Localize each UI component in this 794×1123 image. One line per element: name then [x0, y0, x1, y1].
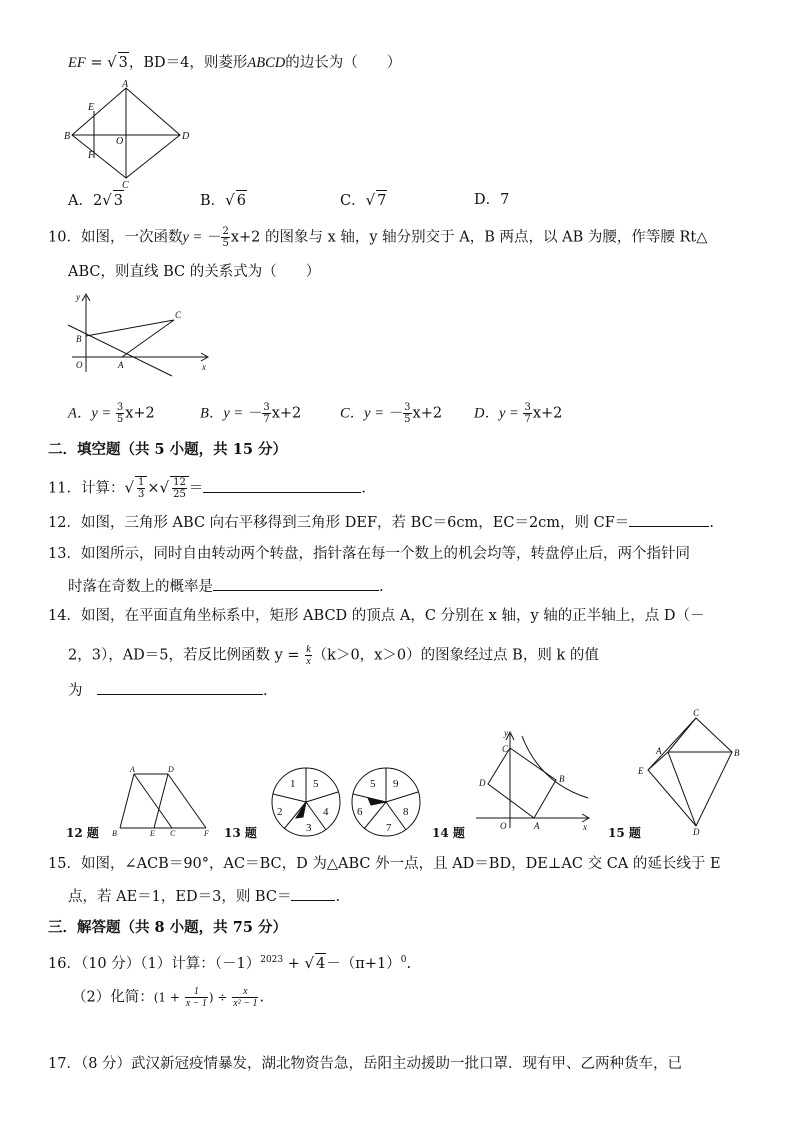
- q9-option-d: D．7: [474, 192, 510, 208]
- fig15-caption: 15 题: [608, 826, 641, 840]
- q9-label-a: A: [122, 79, 129, 90]
- q10-option-d: D．y = $\frac{3}{7}$ x+2: [474, 402, 563, 425]
- spin1-5: 5: [313, 778, 319, 790]
- q15-line1: 15．如图，∠ACB＝90°，AC＝BC，D 为△ABC 外一点，且 AD＝BD，DE⊥AC 交 CA 的延长线于 E: [48, 856, 721, 872]
- q14-line3: 为 .: [68, 680, 268, 701]
- q10-option-c: C．y = － $\frac{3}{5}$ x+2: [340, 402, 443, 425]
- spin2-5: 5: [370, 778, 376, 790]
- q10-label-c: C: [175, 310, 182, 320]
- q9-option-c: C．√ 7: [340, 191, 387, 209]
- fig14-label-x: x: [583, 822, 587, 832]
- q16-part2: （2）化简：(1 + $\frac{1}{x - 1}$ ) ÷ $\frac{x}{\text{x² − 1}}$ .: [72, 986, 265, 1009]
- q9-label-f: F: [88, 150, 95, 161]
- fig12-label-b: B: [112, 829, 117, 838]
- fig14-label-d: D: [479, 778, 486, 788]
- fig15-label-b: B: [734, 748, 740, 758]
- q9-rhombus-figure: [60, 78, 195, 188]
- spin2-7: 7: [386, 822, 392, 834]
- fig12-label-f: F: [204, 829, 209, 838]
- q13-line2: 时落在奇数上的概率是 .: [68, 576, 384, 597]
- fig12-label-d: D: [168, 765, 174, 774]
- q10-label-y: y: [76, 292, 80, 302]
- fig15-kite: [636, 708, 746, 838]
- q9-label-b: B: [64, 131, 71, 142]
- fig12-label-a: A: [130, 765, 135, 774]
- q9-option-a: A．2√ 3: [68, 191, 123, 209]
- spin1-3: 3: [306, 822, 312, 834]
- q9-label-e: E: [88, 102, 95, 113]
- fig13-spinners: [268, 765, 438, 840]
- fig15-label-c: C: [693, 708, 700, 718]
- fig14-caption: 14 题: [432, 826, 465, 840]
- fig13-caption: 13 题: [224, 826, 257, 840]
- q10-option-a: A．y = $\frac{3}{5}$ x+2: [68, 402, 155, 425]
- fig14-label-c: C: [502, 744, 509, 754]
- section3-heading: 三．解答题（共 8 小题，共 75 分）: [48, 919, 287, 936]
- q10-line2: ABC，则直线 BC 的关系式为（ ）: [68, 264, 321, 280]
- spin1-4: 4: [323, 806, 329, 818]
- q14-line1: 14．如图，在平面直角坐标系中，矩形 ABCD 的顶点 A，C 分别在 x 轴，y 轴的正半轴上，点 D（－: [48, 608, 705, 624]
- q11-answer-blank[interactable]: [203, 478, 361, 493]
- fig14-label-a: A: [534, 821, 540, 831]
- q10-graph-figure: [62, 290, 222, 380]
- q11: 11．计算：√ $\frac{1}{3}$ ×√ $\frac{12}{25}$ ＝ .: [48, 477, 366, 500]
- spin1-1: 1: [290, 778, 296, 790]
- q17-line1: 17．（8 分）武汉新冠疫情暴发，湖北物资告急，岳阳主动援助一批口罩．现有甲、乙两种货车，已: [48, 1056, 683, 1072]
- q14-line2: 2，3），AD＝5，若反比例函数 y = $\frac{k}{x}$ （k＞0，x＞0）的图象经过点 B，则 k 的值: [68, 644, 599, 667]
- q14-answer-blank[interactable]: [97, 680, 263, 695]
- fig14-rectangle-hyperbola: [470, 728, 595, 833]
- spin2-9: 9: [393, 778, 399, 790]
- fig15-label-e: E: [638, 766, 644, 776]
- q15-answer-blank[interactable]: [291, 886, 335, 901]
- q10-line1: 10．如图，一次函数y = － $\frac{2}{5}$ x+2 的图象与 x 轴，y 轴分别交于 A，B 两点，以 AB 为腰，作等腰 Rt△: [48, 226, 708, 249]
- section2-heading: 二．填空题（共 5 小题，共 15 分）: [48, 441, 287, 458]
- q16-part1: 16．（10 分）（1）计算：$(-1)^{2023}$ + √ $4-(\pi+1)^0$.: [48, 953, 412, 972]
- fig14-label-y: y: [504, 728, 508, 738]
- q13-answer-blank[interactable]: [213, 576, 379, 591]
- q13-line1: 13．如图所示，同时自由转动两个转盘，指针落在每一个数上的机会均等，转盘停止后，两个指针同: [48, 546, 690, 562]
- q12-answer-blank[interactable]: [629, 512, 709, 527]
- spin2-6: 6: [357, 806, 363, 818]
- q9-option-b: B．√ 6: [200, 191, 246, 209]
- q9-ef: EF: [68, 55, 86, 71]
- q9-label-c: C: [122, 180, 129, 188]
- fig15-label-d: D: [693, 827, 700, 837]
- q9-stem: EF = √ 3，BD＝4，则菱形ABCD的边长为（ ）: [68, 53, 402, 71]
- fig12-label-c: C: [170, 829, 176, 838]
- fig15-label-a: A: [656, 746, 662, 756]
- q10-label-x: x: [202, 362, 206, 372]
- spin2-8: 8: [403, 806, 409, 818]
- q15-line2: 点，若 AE＝1，ED＝3，则 BC＝ .: [68, 886, 340, 907]
- q12: 12．如图，三角形 ABC 向右平移得到三角形 DEF，若 BC＝6cm，EC＝2cm，则 CF＝ .: [48, 512, 714, 533]
- spin1-2: 2: [277, 806, 283, 818]
- q10-label-o: O: [76, 360, 83, 370]
- fig12-label-e: E: [150, 829, 155, 838]
- q10-label-b: B: [76, 334, 82, 344]
- q9-label-o: O: [116, 136, 124, 147]
- q10-option-b: B．y = － $\frac{3}{7}$ x+2: [200, 402, 302, 425]
- fig14-label-b: B: [559, 774, 565, 784]
- q10-label-a: A: [118, 360, 124, 370]
- fig14-label-o: O: [500, 821, 507, 831]
- fig12-caption: 12 题: [66, 826, 99, 840]
- q9-label-d: D: [182, 131, 190, 142]
- fig12-translation: [108, 762, 218, 840]
